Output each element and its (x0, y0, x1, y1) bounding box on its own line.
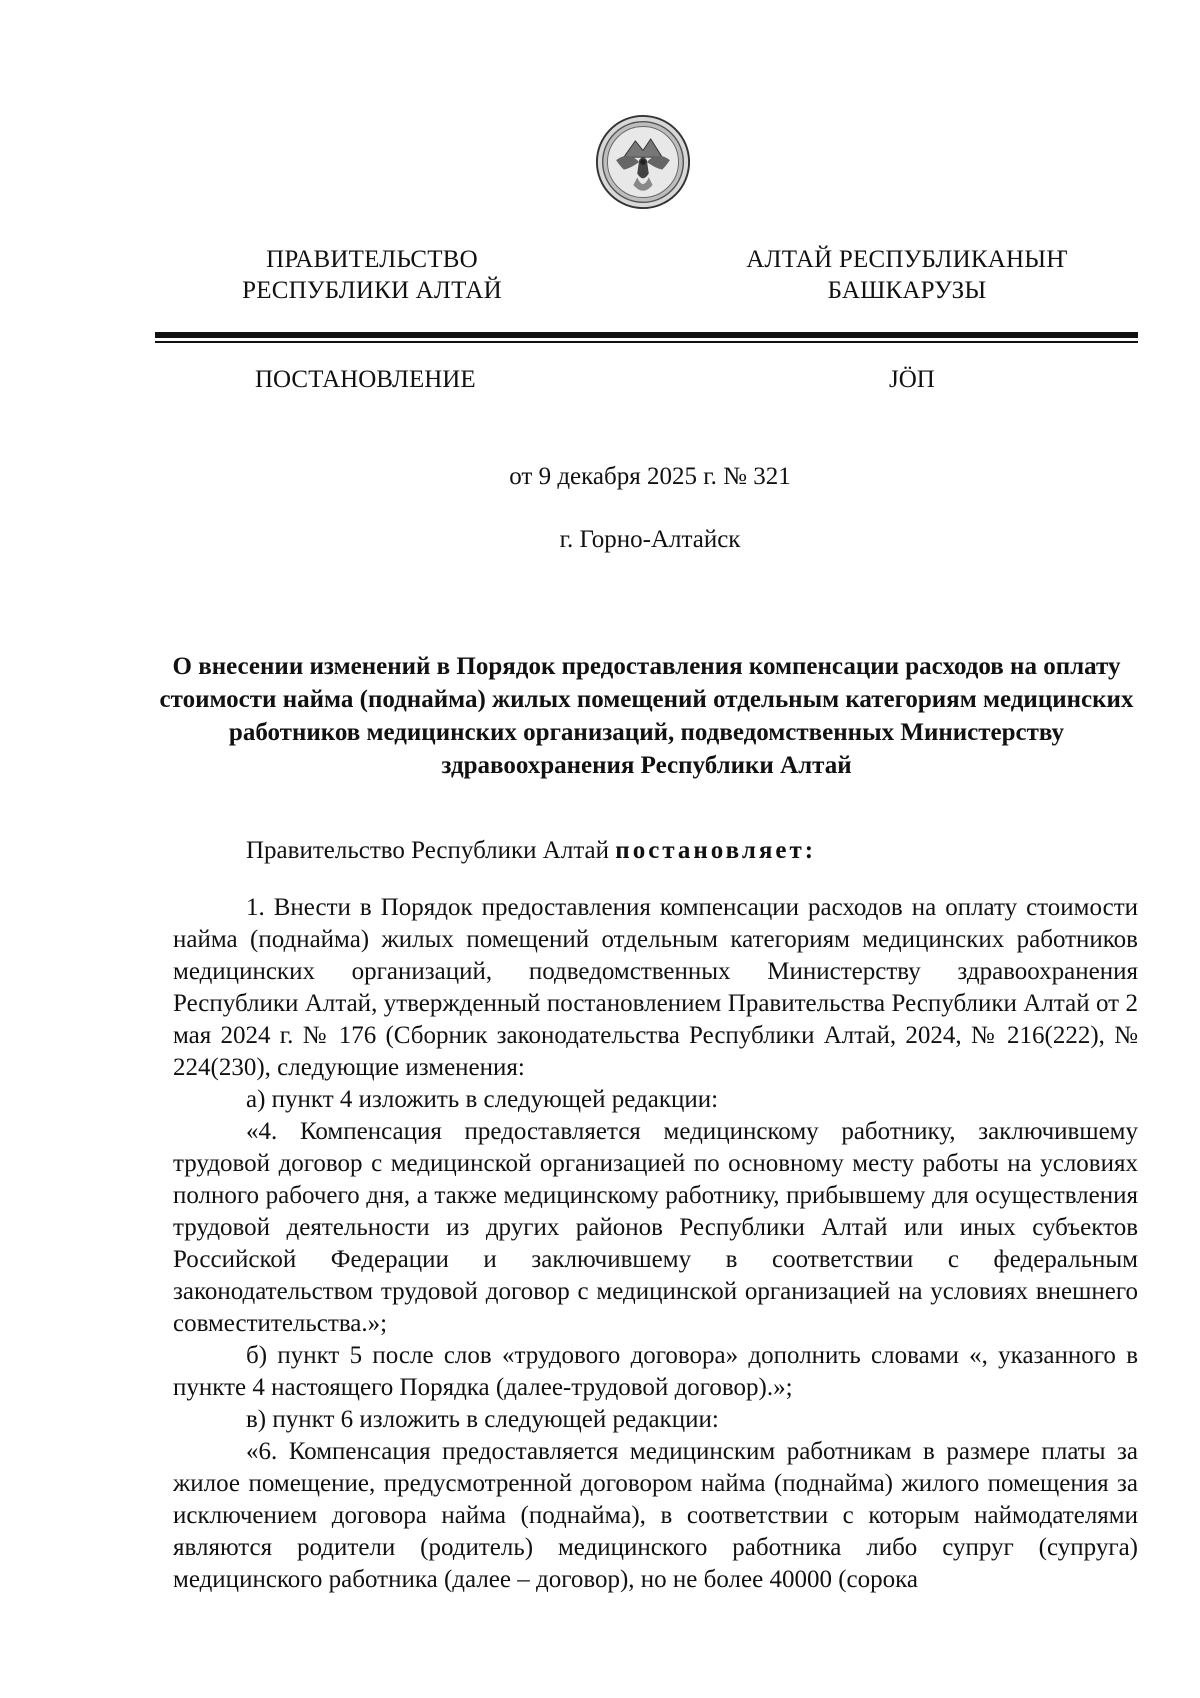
header-right (742, 244, 1072, 306)
city: г. Горно-Алтайск (559, 526, 741, 553)
header-divider-thick (155, 332, 1138, 338)
header-left-line-2: РЕСПУБЛИКИ АЛТАЙ (242, 277, 502, 304)
header-left-line-1: ПРАВИТЕЛЬСТВО (266, 246, 478, 273)
header-right-line-1: АЛТАЙ РЕСПУБЛИКАНЫҤ (746, 246, 1068, 273)
paragraph-1: 1. Внести в Порядок предоставления компенсации расходов на оплату стоимости найма (поднайма) жилых помещений отдельным категориям медицинских работников медицинских организаций, подведомственных Министерству здравоохранения Республики Алтай, утвержденный постановлением Правительства Республики Алтай от 2 мая 2024 г. № 176 (Сборник законодательства Республики Алтай, 2024, № 216(222), № 224(230), следующие изменения: (173, 894, 1138, 1081)
doc-type-altai: ЈÖП (889, 366, 935, 393)
preamble-text: Правительство Республики Алтай (246, 837, 616, 864)
paragraph-v: в) пункт 6 изложить в следующей редакции: (246, 1406, 719, 1433)
preamble-keyword: постановляет: (615, 837, 817, 864)
document-body (173, 835, 1138, 1596)
date-number: от 9 декабря 2025 г. № 321 (509, 463, 791, 490)
doc-type-russian: ПОСТАНОВЛЕНИЕ (255, 366, 476, 393)
paragraph-b: б) пункт 5 после слов «трудового договора» дополнить словами «, указанного в пункте 4 настоящего Порядка (далее-трудовой договор).»; (173, 1342, 1138, 1401)
header-left (222, 244, 522, 306)
document-title: О внесении изменений в Порядок предоставления компенсации расходов на оплату стоимости найма (поднайма) жилых помещений отдельным категориям медицинских работников медицинских организаций, подведомственных Министерству здравоохранения Республики Алтай (159, 653, 1134, 779)
header-right-line-2: БАШКАРУЗЫ (827, 277, 987, 304)
preamble (173, 835, 1138, 867)
paragraph-4-text: «4. Компенсация предоставляется медицинскому работнику, заключившему трудовой договор с медицинской организацией по основному месту работы на условиях полного рабочего дня, а также медицинскому работнику, прибывшему для осуществления трудовой деятельности из других районов Республики Алтай или иных субъектов Российской Федерации и заключившему в соответствии с федеральным законодательством трудовой договор с медицинской организацией на условиях внешнего совместительства.»; (173, 1118, 1138, 1337)
paragraph-6-text: «6. Компенсация предоставляется медицинским работникам в размере платы за жилое помещение, предусмотренной договором найма (поднайма) жилого помещения за исключением договора найма (поднайма), в соответствии с которым наймодателями являются родители (родитель) медицинского работника либо супруг (супруга) медицинского работника (далее – договор), но не более 40000 (сорока (173, 1438, 1138, 1593)
coat-of-arms-emblem (595, 114, 691, 210)
paragraph-a: а) пункт 4 изложить в следующей редакции: (246, 1086, 719, 1113)
header-divider-thin (155, 341, 1138, 343)
